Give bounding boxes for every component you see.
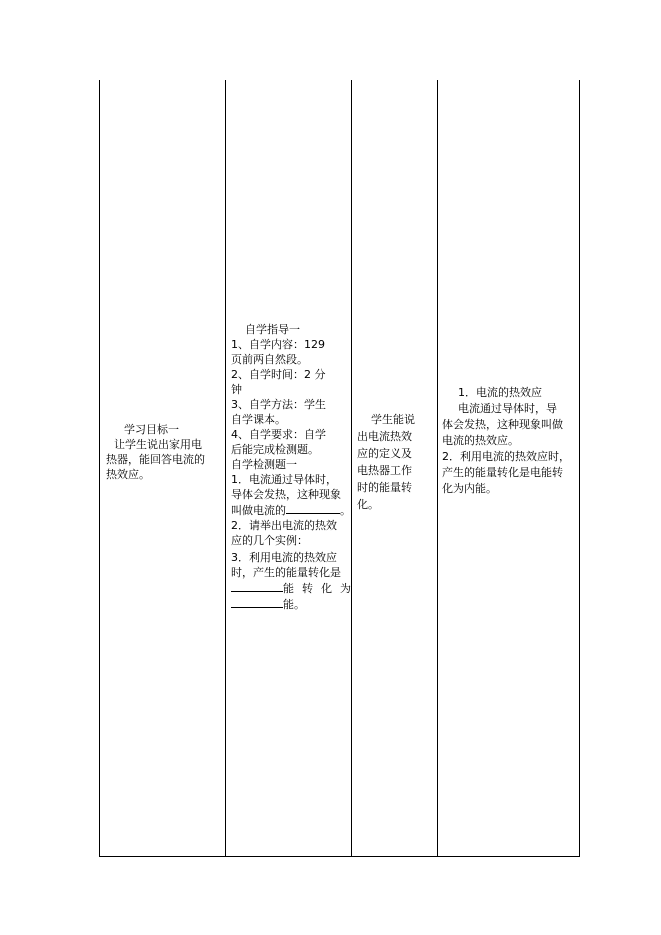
- table-border-right: [579, 80, 580, 857]
- answer-blank[interactable]: [286, 502, 340, 514]
- guide-item-line: 4、自学要求：自学: [231, 428, 326, 441]
- question-line-with-blank: [231, 502, 351, 518]
- guide-item-line: 钟: [231, 383, 242, 396]
- question-line-with-blank: [231, 596, 346, 612]
- outcome-line: 电热器工作: [357, 464, 412, 477]
- guide-item-line: 后能完成检测题。: [231, 443, 319, 456]
- question-line: 1．电流通过导体时，: [231, 473, 337, 486]
- question-line: 导体会发热，这种现象: [231, 488, 341, 501]
- answer-line: 体会发热，这种现象叫做: [442, 418, 563, 431]
- guide-item-line: 3、自学方法：学生: [231, 398, 326, 411]
- guide-item-line: 自学课本。: [231, 413, 286, 426]
- question-line: 2．请举出电流的热效: [231, 519, 337, 532]
- answer-blank[interactable]: [231, 580, 283, 592]
- answer-line: 2．利用电流的热效应时，: [442, 450, 570, 463]
- question-line: 时，产生的能量转化是: [231, 566, 341, 579]
- answer-line: 化为内能。: [442, 482, 497, 495]
- guide-item-line: 页前两自然段。: [231, 353, 308, 366]
- outcome-line: 应的定义及: [357, 447, 412, 460]
- question-text: 。: [340, 504, 351, 517]
- objective-line: 热效应。: [106, 468, 150, 481]
- guide-item-line: 2、自学时间：2 分: [231, 368, 326, 381]
- objective-line: 让学生说出家用电: [114, 438, 202, 451]
- answer-heading: 1．电流的热效应: [458, 386, 542, 399]
- test-heading: 自学检测题一: [231, 458, 297, 471]
- outcome-line: 出电流热效: [357, 430, 412, 443]
- question-line: 应的几个实例：: [231, 534, 308, 547]
- objective-heading: 学习目标一: [124, 423, 179, 436]
- objective-cell: [100, 80, 225, 856]
- outcome-line: 学生能说: [371, 413, 415, 426]
- guide-heading: 自学指导一: [245, 323, 300, 336]
- outcome-cell: [352, 80, 437, 856]
- question-text: 能。: [283, 598, 305, 611]
- answer-cell: [438, 80, 579, 856]
- answer-line: 电流通过导体时，导: [458, 402, 557, 415]
- outcome-line: 化。: [357, 498, 379, 511]
- guidance-cell: [226, 80, 359, 856]
- question-line: 3．利用电流的热效应: [231, 551, 337, 564]
- question-line-with-blank: [231, 580, 359, 596]
- question-text: 叫做电流的: [231, 504, 286, 517]
- outcome-line: 时的能量转: [357, 481, 412, 494]
- answer-line: 电流的热效应。: [442, 434, 519, 447]
- guide-item-line: 1、自学内容：129: [231, 338, 325, 351]
- answer-line: 产生的能量转化是电能转: [442, 466, 563, 479]
- objective-line: 热器，能回答电流的: [106, 453, 205, 466]
- answer-blank[interactable]: [231, 596, 283, 608]
- question-text: 能转化为: [283, 582, 359, 595]
